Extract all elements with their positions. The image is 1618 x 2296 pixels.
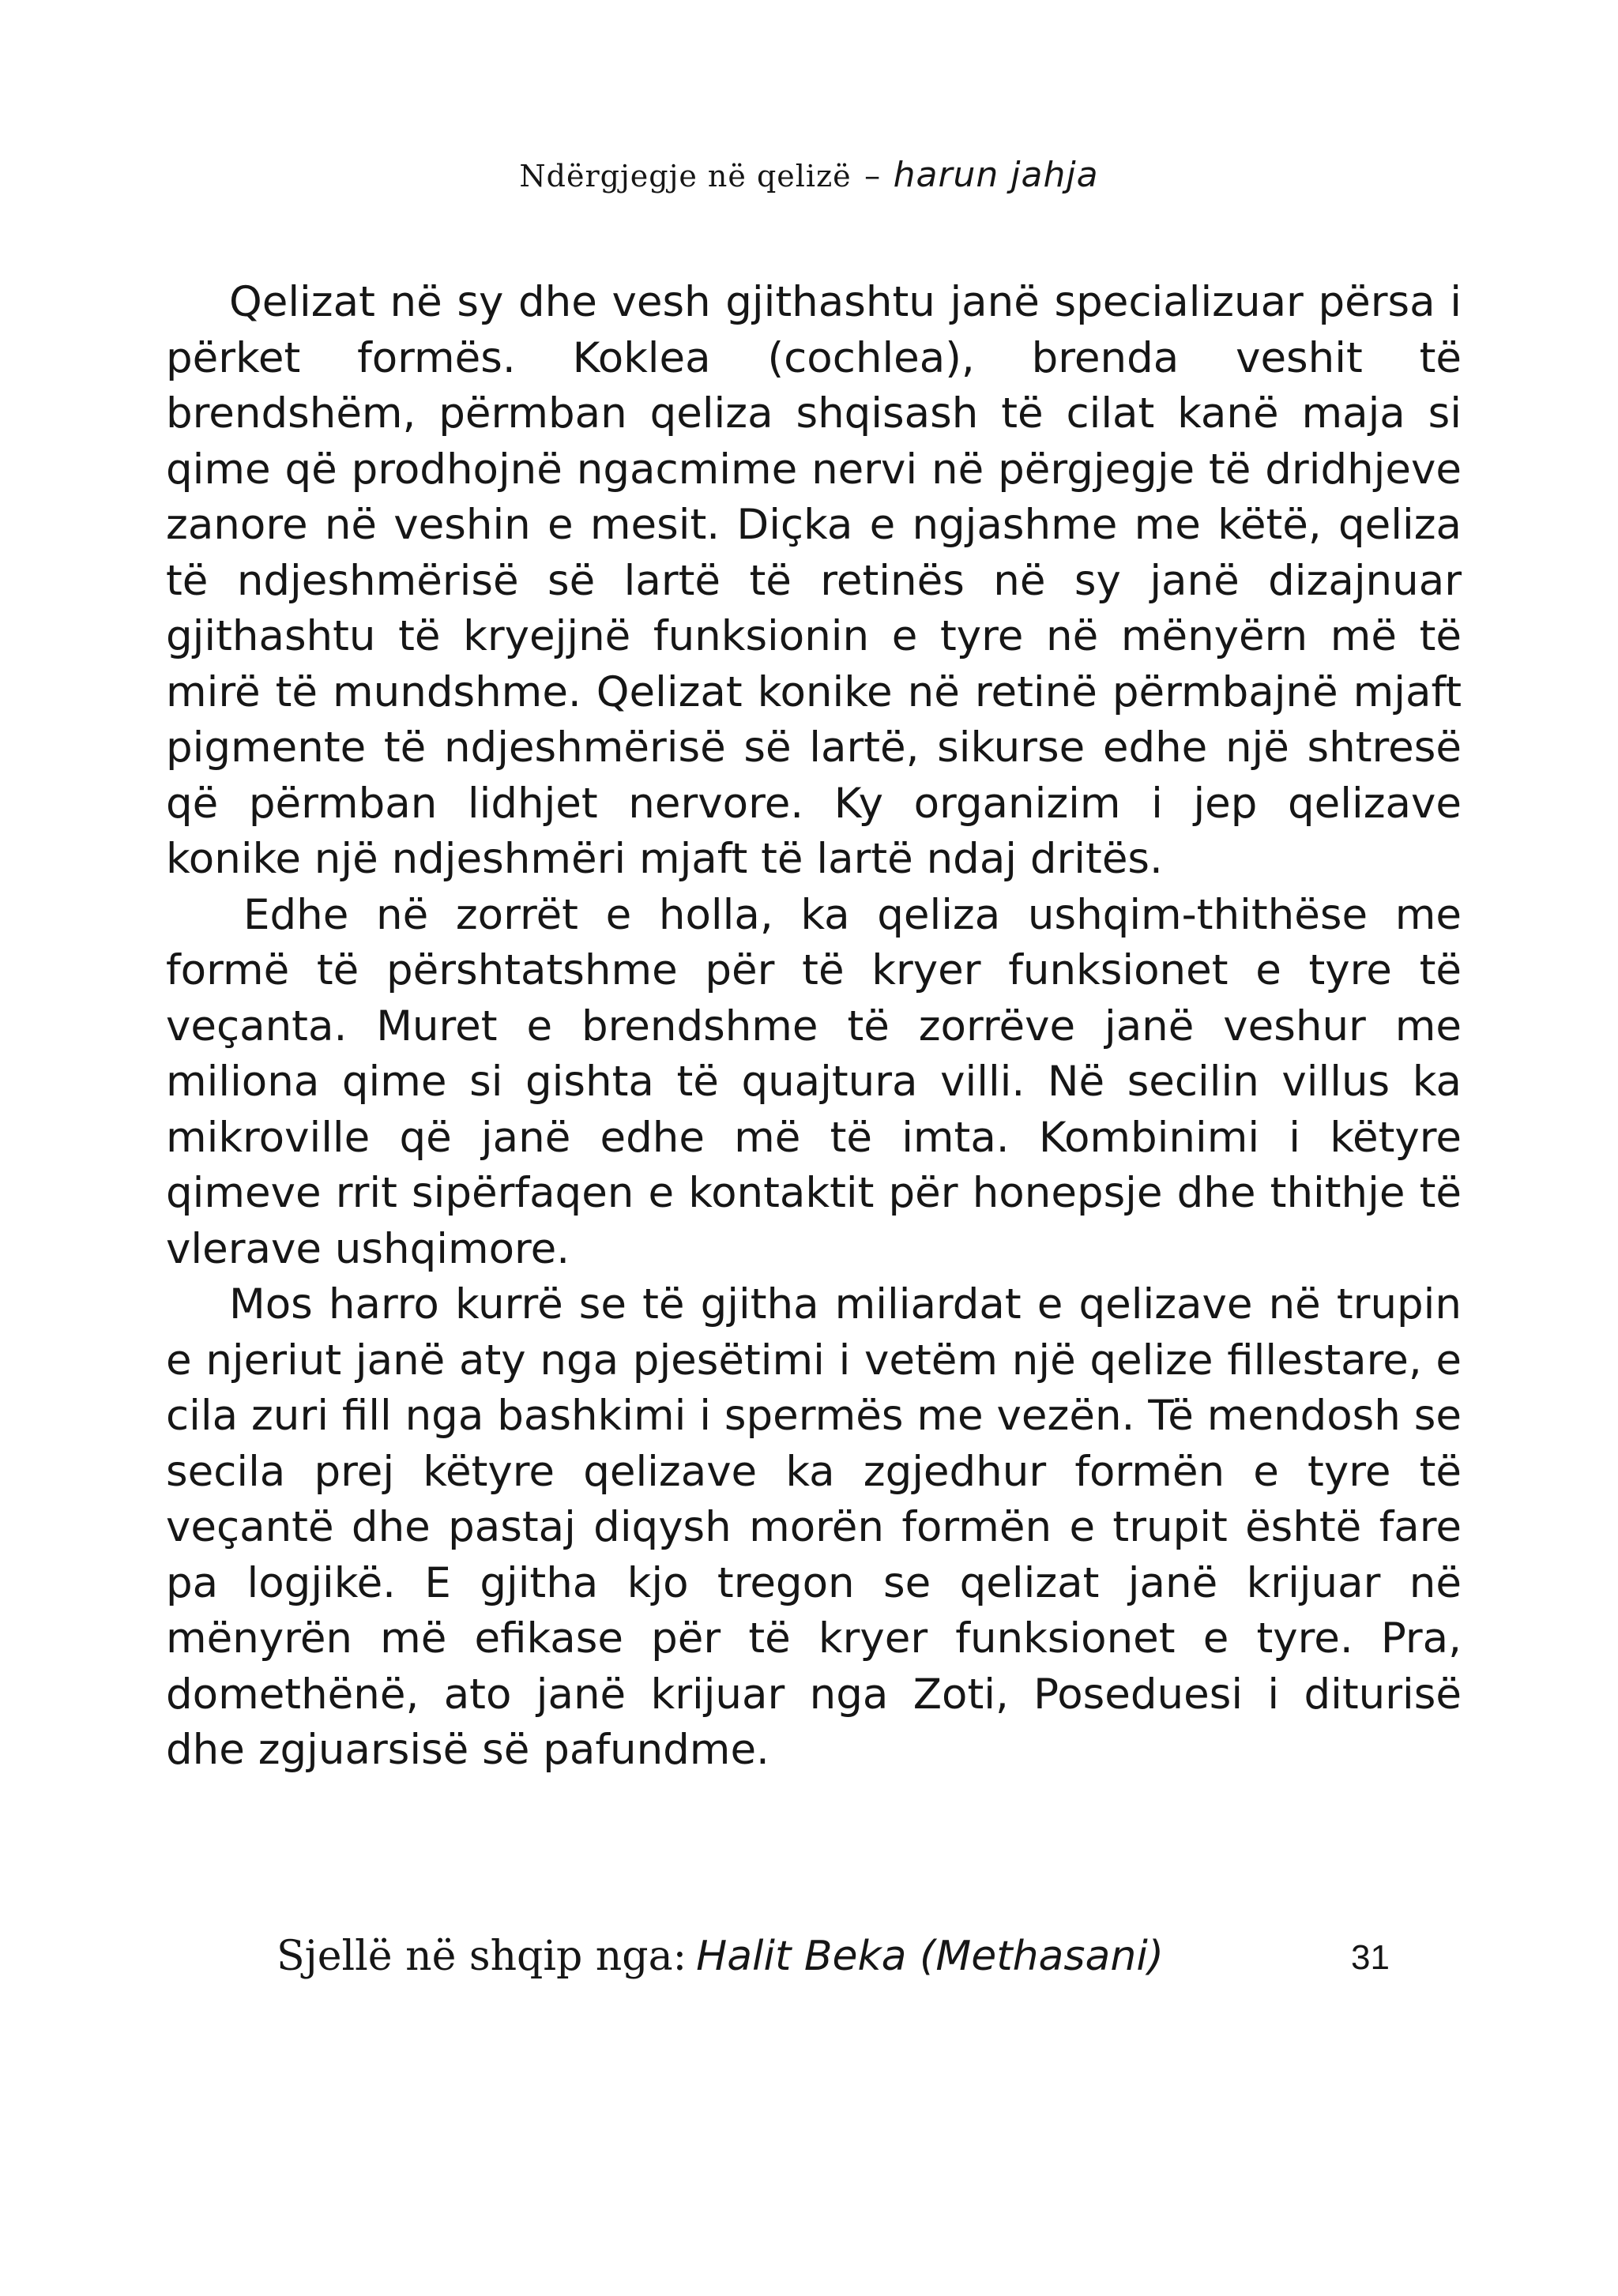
translator-name: Halit Beka (Methasani) — [696, 1933, 1165, 1980]
paragraph-2: Edhe në zorrët e holla, ka qeliza ushqim-thithëse me formë të përshtatshme për të kryer funksionet e tyre të veçanta. Muret e brendshme të zorrëve janë veshur me miliona qime si gishta të quajtura villi. Në secilin villus ka mikroville që janë edhe më të imta. Kombinimi i këtyre qimeve rrit sipërfaqen e kontaktit për honepsje dhe thithje të vlerave ushqimore. — [166, 890, 1462, 1273]
author-name: harun jahja — [893, 155, 1099, 195]
page-number: 31 — [1351, 1938, 1390, 1977]
paragraph-1: Qelizat në sy dhe vesh gjithashtu janë specializuar përsa i përket formës. Koklea (cochlea), brenda veshit të brendshëm, përmban qeliza shqisash të cilat kanë maja si qime që prodhojnë ngacmime nervi në përgjegje të dridhjeve zanore në veshin e mesit. Diçka e ngjashme me këtë, qeliza të ndjeshmërisë së lartë të retinës në sy janë dizajnuar gjithashtu të kryejjnë funksionin e tyre në mënyërn më të mirë të mundshme. Qelizat konike në retinë përmbajnë mjaft pigmente të ndjeshmërisë së lartë, sikurse edhe një shtresë që përmban lidhjet nervore. Ky organizim i jep qelizave konike një ndjeshmëri mjaft të lartë ndaj dritës. — [166, 278, 1462, 883]
running-header — [0, 152, 1618, 200]
page-footer — [277, 1929, 1164, 1985]
header-separator: – — [864, 158, 881, 194]
translator-label: Sjellë në shqip nga: — [277, 1933, 687, 1980]
book-title: Ndërgjegje në qelizë — [519, 159, 852, 194]
body-text — [166, 275, 1462, 1779]
paragraph-3: Mos harro kurrë se të gjitha miliardat e qelizave në trupin e njeriut janë aty nga pjesëtimi i vetëm një qelize fillestare, e cila zuri fill nga bashkimi i spermës me vezën. Të mendosh se secila prej këtyre qelizave ka zgjedhur formën e tyre të veçantë dhe pastaj diqysh morën formën e trupit është fare pa logjikë. E gjitha kjo tregon se qelizat janë krijuar në mënyrën më efikase për të kryer funksionet e tyre. Pra, domethënë, ato janë krijuar nga Zoti, Poseduesi i diturisë dhe zgjuarsisë së pafundme. — [166, 1280, 1462, 1774]
